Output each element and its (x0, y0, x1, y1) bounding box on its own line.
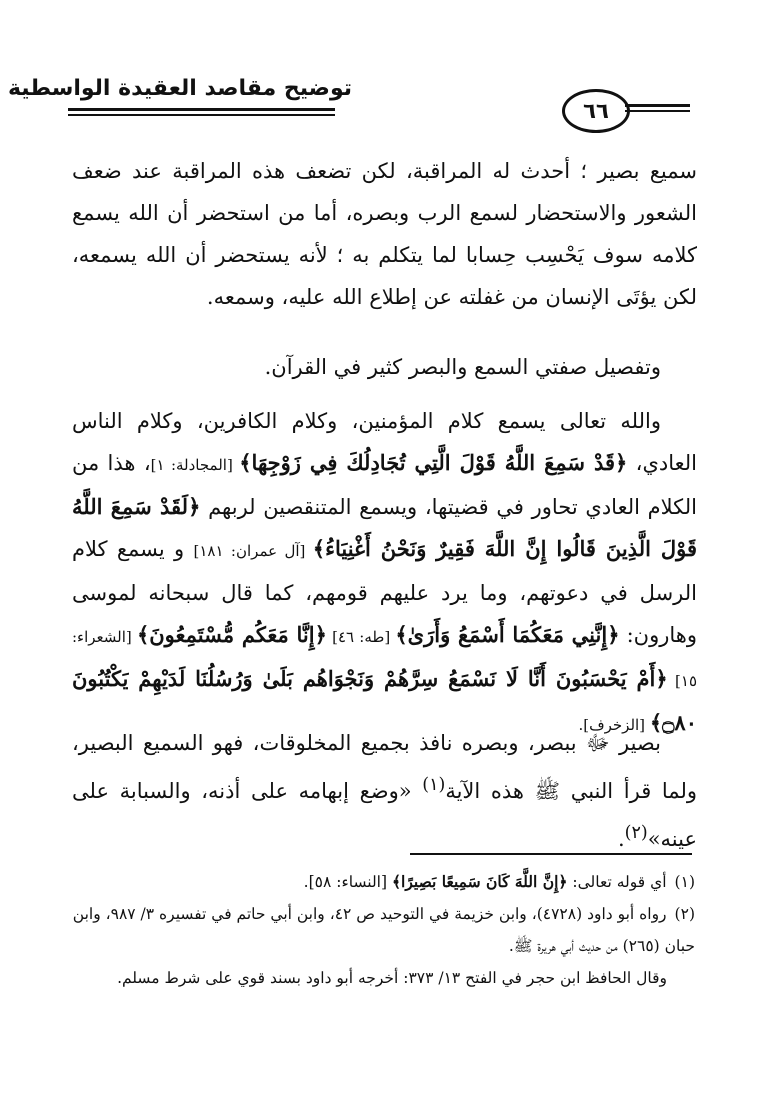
quran-quote: ﴿قَدْ سَمِعَ اللَّهُ قَوْلَ الَّتِي تُجَادِلُكَ فِي زَوْجِهَا﴾ (239, 450, 628, 475)
text-run: بصير ﷻ ببصر، وبصره نافذ بجميع المخلوقات، فهو السميع البصير، ولما قرأ النبي ﷺ هذه الآية (72, 731, 697, 803)
text-run: ، هذا من الكلام العادي تحاور في قضيتها، ويسمع المتنقصين لربهم (72, 451, 697, 519)
footnote-text: وقال الحافظ ابن حجر في الفتح ١٣/ ٣٧٣: أخرجه أبو داود بسند قوي على شرط مسلم. (117, 969, 667, 987)
footnote-number: (١) (674, 873, 695, 891)
quran-citation: [المجادلة: ١] (150, 456, 240, 474)
quran-citation: [الشعراء: ١٥] (72, 628, 698, 690)
quran-citation: [طه: ٤٦] (326, 628, 396, 646)
footnote-ref[interactable]: (٢) (624, 823, 648, 843)
footnote-ref[interactable]: (١) (422, 775, 446, 795)
quran-citation: [آل عمران: ١٨١] (193, 542, 313, 560)
quran-quote: ﴿أَمْ يَحْسَبُونَ أَنَّا لَا نَسْمَعُ سِرَّهُمْ وَنَجْوَاهُم بَلَىٰ وَرُسُلُنَا لَدَيْهِمْ يَكْتُبُونَ ۝٨٠﴾ (72, 666, 697, 735)
paragraph (72, 722, 697, 860)
paragraph (72, 400, 697, 746)
quran-citation: [النساء: ٥٨]. (303, 873, 392, 891)
header-rule (625, 104, 690, 107)
footnote (72, 962, 667, 994)
header-rule (68, 108, 335, 111)
text-run: و يسمع كلام الرسل في دعوتهم، وما يرد عليهم قومهم، كما قال سبحانه لموسى وهارون: (72, 537, 697, 647)
footnote-rule (410, 853, 692, 855)
running-header-title: توضيح مقاصد العقيدة الواسطية (7, 76, 352, 101)
footnote-text: رواه أبو داود (٤٧٢٨)، وابن خزيمة في التوحيد ص ٤٢، وابن أبي حاتم في تفسيره ٣/ ٩٨٧، وابن حبان (٢٦٥) من حديث أبي هريرة ﷺ. (72, 905, 695, 955)
paragraph: سميع بصير ؛ أحدث له المراقبة، لكن تضعف هذه المراقبة عند ضعف الشعور والاستحضار لسمع الرب وبصره، أما من استحضر أن الله يسمع كلامه سوف يَحْسِب حِسابا لما يتكلم به ؛ لأنه يستحضر أن الله يسمعه، لكن يؤتَى الإنسان من غفلته عن إطلاع الله عليه، وسمعه. (72, 159, 697, 309)
footnote (72, 898, 695, 962)
quran-quote: ﴿لَقَدْ سَمِعَ اللَّهُ قَوْلَ الَّذِينَ قَالُوا إِنَّ اللَّهَ فَقِيرٌ وَنَحْنُ أَغْنِيَاءُ﴾ (72, 494, 698, 561)
paragraph: وتفصيل صفتي السمع والبصر كثير في القرآن. (264, 355, 661, 379)
footnote (72, 866, 695, 898)
text-run: «وضع إبهامه على أذنه، والسبابة على عينه» (72, 779, 697, 851)
header-rule (68, 114, 335, 116)
text-run: . (617, 827, 625, 851)
quran-quote: ﴿إِنَّنِي مَعَكُمَا أَسْمَعُ وَأَرَىٰ﴾ (395, 622, 620, 647)
footnote-text: أي قوله تعالى: (567, 873, 667, 891)
header-rule (625, 110, 690, 112)
quran-quote: ﴿إِنَّا مَعَكُم مُّسْتَمِعُونَ﴾ (136, 622, 327, 647)
page-number: ٦٦ (562, 89, 630, 133)
text-run: والله تعالى يسمع كلام المؤمنين، وكلام الكافرين، وكلام الناس العادي، (72, 409, 697, 475)
quran-citation: [الزخرف]. (578, 716, 650, 734)
quran-quote: ﴿إِنَّ اللَّهَ كَانَ سَمِيعًا بَصِيرًا﴾ (391, 872, 568, 891)
footnote-number: (٢) (674, 905, 695, 923)
